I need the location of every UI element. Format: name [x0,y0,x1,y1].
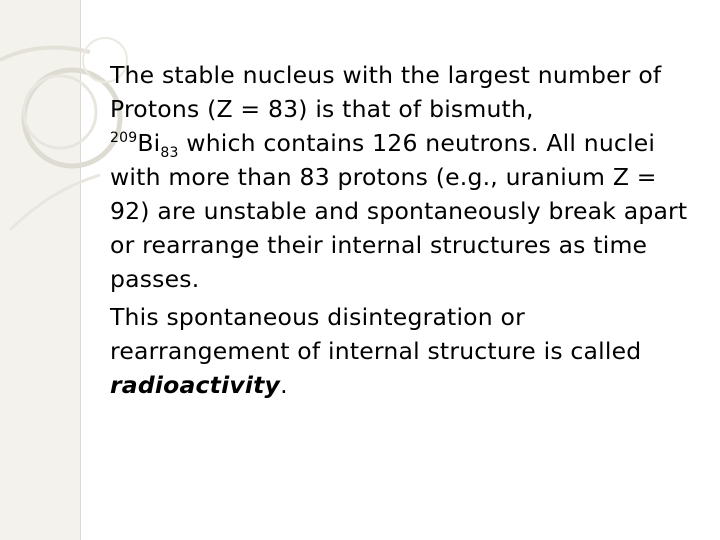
paragraph-end-punctuation: . [280,371,288,399]
paragraph-intro-text: The stable nucleus with the largest number of Protons (Z = 83) is that of bismuth, [110,61,662,123]
paragraph-bismuth [110,58,700,296]
paragraph-rest-text: which contains 126 neutrons. All nuclei with more than 83 protons (e.g., uranium Z = 92) are unstable and spontaneously break apart or rearrange their internal structures as time passes. [110,129,688,293]
decorative-arc-bottom [10,175,100,230]
paragraph-radioactivity [110,300,700,402]
isotope-mass-number: 209 [110,130,138,146]
paragraph-definition-text: This spontaneous disintegration or rearrangement of internal structure is called [110,303,642,365]
decorative-arc-top [0,48,90,61]
isotope-atomic-number: 83 [160,145,179,161]
slide-body [110,58,700,402]
isotope-symbol: Bi [137,129,161,157]
radioactivity-term: radioactivity [110,371,281,399]
decorative-ring-inner [24,76,96,148]
